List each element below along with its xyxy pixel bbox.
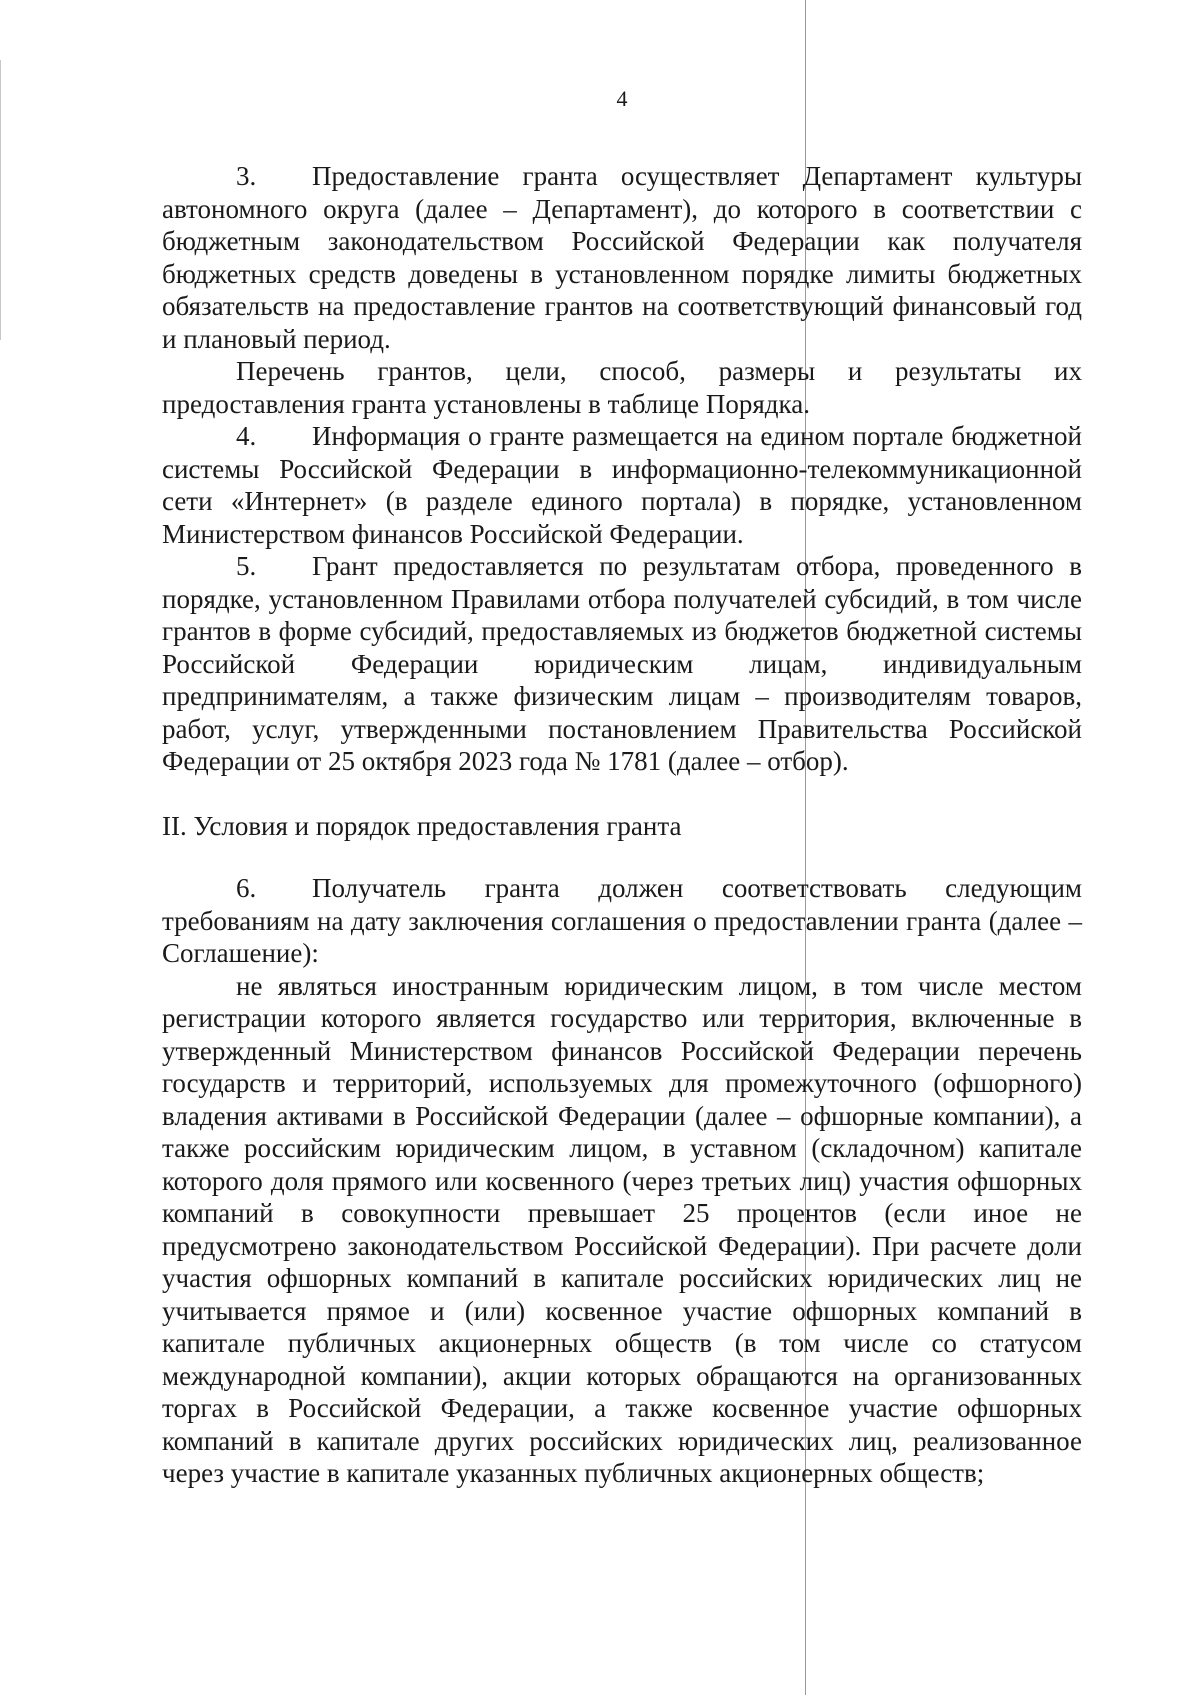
paragraph-5 bbox=[162, 550, 1082, 778]
paragraph-4 bbox=[162, 420, 1082, 550]
paragraph-number: 6. bbox=[236, 873, 257, 903]
paragraph-text: Грант предоставляется по результатам отбора, проведенного в порядке, установленном Правилами отбора получателей субсидий, в том числе грантов в форме субсидий, предоставляемых из бюджетов бюджетной системы Российской Федерации юридическим лицам, индивидуальным предпринимателям, а также физическим лицам – производителям товаров, работ, услуг, утвержденными постановлением Правительства Российской Федерации от 25 октября 2023 года № 1781 (далее – отбор). bbox=[162, 551, 1082, 776]
page-number: 4 bbox=[616, 86, 628, 111]
paragraph-text: Получатель гранта должен соответствовать следующим требованиям на дату заключения соглашения о предоставлении гранта (далее – Соглашение): bbox=[162, 873, 1082, 968]
paragraph-number: 4. bbox=[236, 421, 257, 451]
paragraph-text: Предоставление гранта осуществляет Департамент культуры автономного округа (далее – Департамент), до которого в соответствии с бюджетным законодательством Российской Федерации как получателя бюджетных средств доведены в установленном порядке лимиты бюджетных обязательств на предоставление грантов на соответствующий финансовый год и плановый период. bbox=[162, 161, 1082, 354]
document-body bbox=[162, 160, 1082, 1490]
paragraph-6 bbox=[162, 872, 1082, 970]
section-heading: II. Условия и порядок предоставления гранта bbox=[162, 810, 682, 841]
paragraph-3 bbox=[162, 160, 1082, 355]
paragraph-number: 5. bbox=[236, 551, 257, 581]
paragraph-text: Информация о гранте размещается на едином портале бюджетной системы Российской Федерации в информационно-телекоммуникационной сети «Интернет» (в разделе единого портала) в порядке, установленном Министерством финансов Российской Федерации. bbox=[162, 421, 1082, 549]
paragraph-3-list: Перечень грантов, цели, способ, размеры и результаты их предоставления гранта установлены в таблице Порядка. bbox=[162, 356, 1082, 419]
paragraph-number: 3. bbox=[236, 161, 257, 191]
paragraph-6-requirement: не являться иностранным юридическим лицом, в том числе местом регистрации которого является государство или территория, включенные в утвержденный Министерством финансов Российской Федерации перечень государств и территорий, используемых для промежуточного (офшорного) владения активами в Российской Федерации (далее – офшорные компании), а также российским юридическим лицом, в уставном (складочном) капитале которого доля прямого или косвенного (через третьих лиц) участия офшорных компаний в совокупности превышает 25 процентов (если иное не предусмотрено законодательством Российской Федерации). При расчете доли участия офшорных компаний в капитале российских юридических лиц не учитывается прямое и (или) косвенное участие офшорных компаний в капитале публичных акционерных обществ (в том числе со статусом международной компании), акции которых обращаются на организованных торгах в Российской Федерации, а также косвенное участие офшорных компаний в капитале других российских юридических лиц, реализованное через участие в капитале указанных публичных акционерных обществ; bbox=[162, 970, 1082, 1488]
